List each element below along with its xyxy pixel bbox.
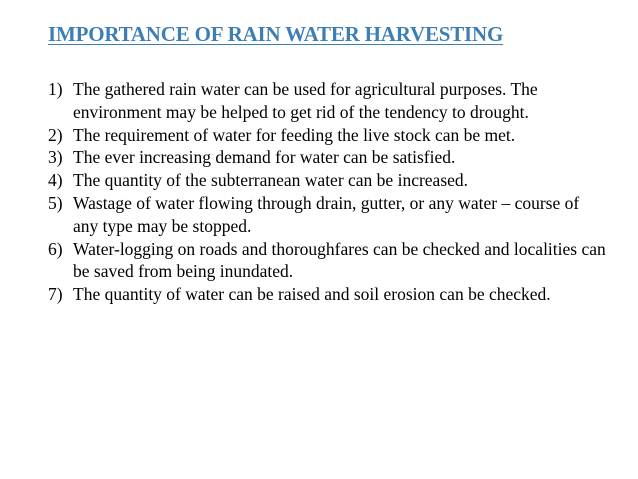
- list-item-number: 3): [48, 147, 63, 168]
- list-item: [48, 78, 608, 124]
- list-item: [48, 146, 608, 169]
- list-item: [48, 238, 608, 284]
- list-item-text: The quantity of the subterranean water can be increased.: [73, 170, 469, 191]
- list-item: [48, 169, 608, 192]
- list-item-number: 5): [48, 192, 63, 213]
- list-item: [48, 283, 608, 306]
- list-item-text: Wastage of water flowing through drain, gutter, or any water – course of any type may be stopped.: [73, 192, 580, 236]
- importance-list: [48, 78, 608, 306]
- list-item-number: 4): [48, 170, 63, 191]
- list-item-number: 7): [48, 284, 63, 305]
- list-item-number: 6): [48, 238, 63, 259]
- list-item-text: The quantity of water can be raised and soil erosion can be checked.: [73, 284, 551, 305]
- list-item: [48, 192, 608, 238]
- list-item-text: The ever increasing demand for water can be satisfied.: [73, 147, 456, 168]
- list-item: [48, 124, 608, 147]
- slide-title: IMPORTANCE OF RAIN WATER HARVESTING: [48, 22, 504, 46]
- list-item-text: The requirement of water for feeding the live stock can be met.: [73, 124, 516, 145]
- list-item-number: 2): [48, 124, 63, 145]
- list-item-number: 1): [48, 79, 63, 99]
- list-item-text: The gathered rain water can be used for agricultural purposes. The environment may be helped to get rid of the tendency to drought.: [73, 79, 538, 122]
- list-item-text: Water-logging on roads and thoroughfares can be checked and localities can be saved from being inundated.: [73, 238, 606, 282]
